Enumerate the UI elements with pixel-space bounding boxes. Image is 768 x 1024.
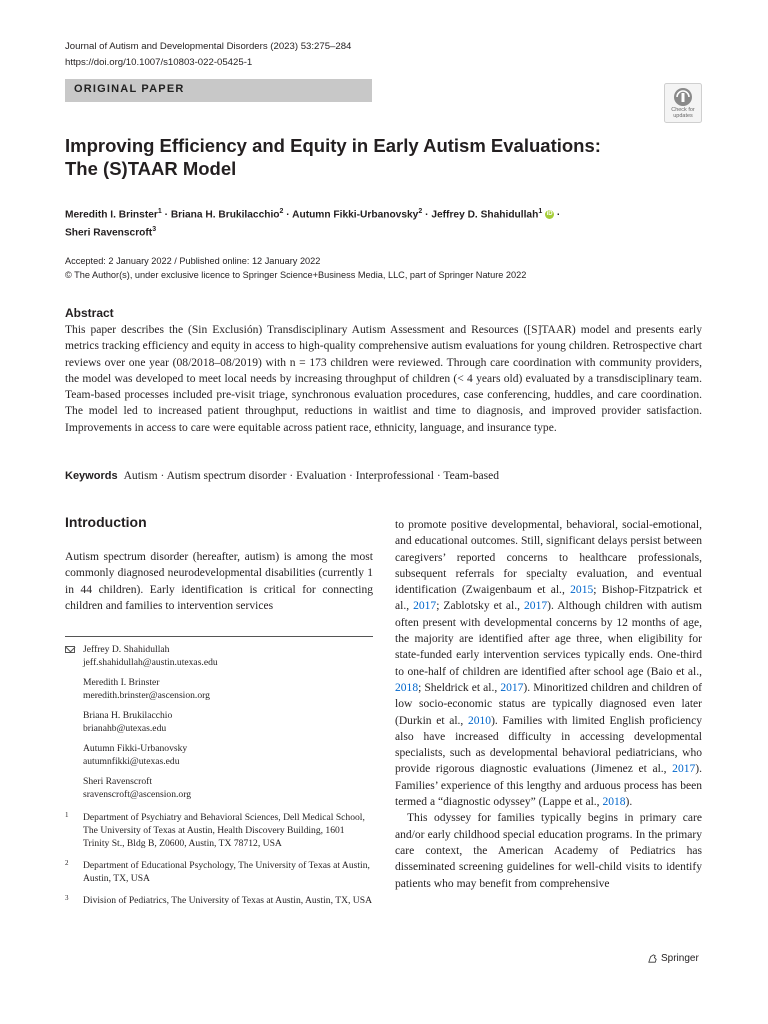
intro-right-column — [395, 517, 702, 892]
intro-left-column: Autism spectrum disorder (hereafter, autism) is among the most commonly diagnosed neurodevelopmental disabilities (currently 1 in 44 children). Early identification is critical for connecting children and families to intervention services — [65, 551, 373, 612]
author-name[interactable]: Autumn Fikki-Urbanovsky — [292, 209, 419, 221]
dates-line: Accepted: 2 January 2022 / Published online: 12 January 2022 — [65, 256, 321, 266]
reference-link[interactable]: 2015 — [570, 584, 594, 597]
footnote-divider — [65, 636, 373, 637]
reference-link[interactable]: 2017 — [413, 600, 437, 613]
author-affiliation-number: 2 — [279, 208, 284, 215]
badge-line1: Check for — [671, 107, 695, 113]
check-for-updates-badge[interactable] — [664, 83, 702, 123]
author-contacts — [65, 643, 373, 808]
contact-name: Briana H. Brukilacchio — [83, 710, 173, 721]
contact-name: Autumn Fikki-Urbanovsky — [83, 743, 188, 754]
affiliation-number: 2 — [65, 859, 69, 867]
title-line1: Improving Efficiency and Equity in Early Autism Evaluations: — [65, 135, 601, 156]
author-name[interactable]: Jeffrey D. Shahidullah — [431, 209, 539, 221]
keywords-text: Autism · Autism spectrum disorder · Evaluation · Interprofessional · Team-based — [123, 470, 500, 482]
doi-link[interactable]: https://doi.org/10.1007/s10803-022-05425-1 — [65, 57, 253, 68]
abstract-text: This paper describes the (Sin Exclusión) Transdisciplinary Autism Assessment and Resources ([S]TAAR) model and presents early metrics tracking efficiency and equity in access to high-quality comprehensive autism evaluations for young children. Retrospective chart reviews over one year (08/2018–08/2019) with n = 173 children were reviewed. Through care coordination with community providers, the model was developed to meet local needs by increasing throughput of children (< 4 years old) evaluated by a transdisciplinary team. Team-based processes included pre-visit triage, synchronous evaluation procedures, case conferencing, huddles, and care coordination. The model led to increased patient throughput, reductions in waitlist and time to diagnosis, and improved provider satisfaction. Improvements in access to care were equitable across patient race, ethnicity, language, and insurance type. — [65, 324, 702, 434]
envelope-icon — [65, 646, 75, 653]
publisher-footer — [647, 953, 699, 964]
affiliation-text: Department of Psychiatry and Behavioral Sciences, Dell Medical School, The University of Texas at Austin, Health Discovery Building, 1601 Trinity St., Bldg B, Z0600, Austin, TX 78712, USA — [83, 812, 365, 849]
publisher-name: Springer — [661, 953, 699, 965]
keywords-label: Keywords — [65, 470, 118, 482]
author-affiliation-number: 3 — [152, 226, 157, 234]
reference-link[interactable]: 2017 — [500, 681, 524, 694]
introduction-heading: Introduction — [65, 514, 147, 530]
keywords — [65, 468, 702, 484]
contact-name: Meredith I. Brinster — [83, 677, 160, 688]
author-affiliation-number: 1 — [157, 208, 162, 215]
journal-citation: Journal of Autism and Developmental Disorders (2023) 53:275–284 — [65, 41, 352, 52]
author-contact — [65, 742, 373, 768]
affiliations — [65, 811, 373, 916]
reference-link[interactable]: 2010 — [467, 714, 492, 727]
affiliation-number: 3 — [65, 894, 69, 902]
reference-link[interactable]: 2017 — [672, 763, 696, 776]
intro-paragraph: to promote positive developmental, behavioral, social-emotional, and educational outcomes. Still, significant delays persist between caregivers’ reported concerns to healthcare professionals, subsequent referrals for specialty evaluation, and eventual identification (Zwaigenbaum et al., 2015; Bishop-Fitzpatrick et al., 2017; Zablotsky et al., 2017). Although children with autism often present with developmental concerns by 12 months of age, the majority are identified after age three, when eligibility for state-funded early intervention services typically ends. One-third to one-half of children are identified after school age (Baio et al., 2018; Sheldrick et al., 2017). Minoritized children and children of low socio-economic status are typically diagnosed even later (Durkin et al., 2010). Families with limited English proficiency also have increased difficulty in accessing developmental specialists, such as developmental behavioral pediatricians, who provide rigorous diagnostic evaluations (Jimenez et al., 2017). Families’ experience of this lengthy and arduous process has been termed a “diagnostic odyssey” (Lappe et al., 2018). — [395, 519, 703, 809]
affiliation-item — [65, 894, 373, 907]
title-line2: The (S)TAAR Model — [65, 158, 237, 179]
article-type-banner — [65, 79, 372, 102]
author-affiliation-number: 2 — [418, 208, 423, 215]
author-affiliation-number: 1 — [538, 208, 543, 215]
author-contact — [65, 709, 373, 735]
springer-horse-icon — [647, 953, 658, 964]
contact-email[interactable]: jeff.shahidullah@austin.utexas.edu — [83, 657, 218, 668]
affiliation-item — [65, 859, 373, 885]
author-name[interactable]: Briana H. Brukilacchio — [170, 209, 280, 221]
reference-link[interactable]: 2018 — [602, 796, 626, 809]
author-list: Meredith I. Brinster$^1$ · Briana H. Brukilacchio$^2$ · Autumn Fikki-Urbanovsky$^2$ · Jeffrey D. Shahidullah$^1$ iD · Sheri Ravenscroft$^3$ — [65, 208, 561, 239]
contact-email[interactable]: brianahb@utexas.edu — [83, 723, 167, 734]
affiliation-text: Department of Educational Psychology, The University of Texas at Austin, Austin, TX, USA — [83, 860, 370, 884]
corresponding-author — [65, 643, 373, 669]
contact-name: Jeffrey D. Shahidullah — [83, 644, 170, 655]
journal-header — [65, 39, 351, 71]
reference-link[interactable]: 2018 — [395, 681, 419, 694]
contact-email[interactable]: meredith.brinster@ascension.org — [83, 690, 210, 701]
contact-email[interactable]: autumnfikki@utexas.edu — [83, 756, 180, 767]
author-contact — [65, 775, 373, 801]
reference-link[interactable]: 2017 — [524, 600, 548, 613]
orcid-icon[interactable]: iD — [546, 211, 553, 218]
abstract-heading: Abstract — [65, 306, 114, 320]
author-name[interactable]: Meredith I. Brinster — [65, 209, 158, 221]
publication-dates — [65, 254, 705, 282]
contact-email[interactable]: sravenscroft@ascension.org — [83, 789, 192, 800]
article-type-label: ORIGINAL PAPER — [74, 83, 185, 95]
badge-line2: updates — [673, 113, 693, 119]
contact-name: Sheri Ravenscroft — [83, 776, 153, 787]
affiliation-text: Division of Pediatrics, The University of Texas at Austin, Austin, TX, USA — [83, 895, 372, 906]
article-title — [65, 134, 665, 180]
intro-paragraph: This odyssey for families typically begins in primary care and/or early childhood special education programs. In the primary care context, the American Academy of Pediatrics has disseminated screening guidelines for well-child visits to identify patients who may benefit from comprehensive — [395, 812, 702, 890]
copyright-line: © The Author(s), under exclusive licence to Springer Science+Business Media, LLC, part of Springer Nature 2022 — [65, 270, 527, 280]
affiliation-item — [65, 811, 373, 850]
affiliation-number: 1 — [65, 811, 69, 819]
author-name[interactable]: Sheri Ravenscroft — [65, 227, 153, 239]
author-contact — [65, 676, 373, 702]
